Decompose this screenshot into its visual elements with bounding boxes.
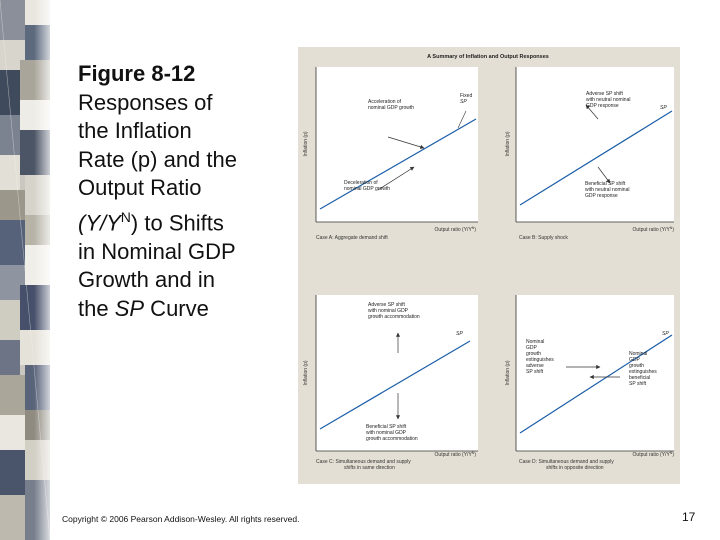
slide-title [78, 60, 288, 324]
x-axis-label: Output ratio $(Y/Y^N)$ [434, 451, 476, 458]
adverse-label: growth accommodation [368, 314, 420, 320]
adverse-label: with nominal GDP [368, 308, 409, 314]
y-axis-label: Inflation (p) [303, 131, 309, 157]
adverse-label: GDP response [586, 103, 619, 109]
adverse-label: with neutral nominal [586, 97, 631, 103]
title-fragment: (Y/Y [78, 210, 121, 236]
x-axis-label: Output ratio $(Y/Y^N)$ [632, 451, 674, 458]
sp-curve-label: SP [660, 105, 667, 111]
figure-panel [298, 47, 680, 484]
sp-curve-label: SP [456, 331, 463, 337]
beneficial-label: Beneficial SP shift [585, 181, 626, 187]
acceleration-label: Acceleration of [368, 99, 402, 105]
title-line: Responses of [78, 89, 213, 115]
y-axis-label: Inflation (p) [505, 360, 511, 386]
right-label: SP shift [629, 381, 647, 387]
right-label: extinguishes [629, 369, 657, 375]
title-fragment: Curve [144, 296, 209, 322]
panel-caption: shifts in same direction [344, 465, 395, 471]
panel-caption: shifts in opposite direction [546, 465, 604, 471]
y-axis-label: Inflation (p) [505, 131, 511, 157]
title-fragment: the [78, 296, 115, 322]
acceleration-label: nominal GDP growth [368, 105, 415, 111]
adverse-label: Adverse SP shift [368, 302, 405, 308]
left-label: extinguishes [526, 357, 554, 363]
panel-d [505, 295, 674, 471]
title-line: Output Ratio [78, 175, 202, 201]
figure-svg [298, 47, 680, 484]
left-label: growth [526, 351, 542, 357]
right-label: beneficial [629, 375, 651, 381]
left-label: SP shift [526, 369, 544, 375]
x-axis-label: Output ratio $(Y/Y^N)$ [434, 226, 476, 233]
title-line: Growth and in [78, 267, 215, 293]
title-line-sp-curve [78, 295, 288, 324]
title-line: Rate (p) and the [78, 146, 237, 172]
title-fragment: SP [114, 296, 145, 322]
left-label: GDP [526, 345, 537, 351]
panel-caption: Case A: Aggregate demand shift [316, 235, 388, 241]
right-label: GDP [629, 357, 640, 363]
title-line: the Inflation [78, 118, 192, 144]
title-fragment: ) to Shifts [130, 210, 224, 236]
deceleration-label: nominal GDP growth [344, 186, 391, 192]
page-number: 17 [682, 510, 696, 524]
y-axis-label: Inflation (p) [303, 360, 309, 386]
title-superscript: N [120, 208, 131, 225]
right-label: Nominal [629, 351, 648, 357]
beneficial-label: Beneficial SP shift [366, 424, 407, 430]
fixed-sp-label: SP [460, 99, 467, 105]
panel-b [505, 67, 674, 241]
panel-caption: Case C: Simultaneous demand and supply [316, 459, 411, 465]
panel-caption: Case B: Supply shock [519, 235, 568, 241]
panel-caption: Case D: Simultaneous demand and supply [519, 459, 614, 465]
beneficial-label: growth accommodation [366, 436, 418, 442]
left-label: adverse [526, 363, 544, 369]
sp-curve-label: SP [662, 331, 669, 337]
beneficial-label: with neutral nominal [585, 187, 630, 193]
adverse-label: Adverse SP shift [586, 91, 623, 97]
title-line: in Nominal GDP [78, 238, 236, 264]
panel-c [303, 295, 478, 471]
beneficial-label: with nominal GDP [366, 430, 407, 436]
left-label: Nominal [526, 339, 545, 345]
title-line-output-ratio [78, 203, 288, 238]
strip-fade [0, 0, 62, 540]
right-label: growth [629, 363, 645, 369]
x-axis-label: Output ratio $(Y/Y^N)$ [632, 226, 674, 233]
copyright-notice: Copyright © 2006 Pearson Addison-Wesley. All rights reserved. [62, 514, 300, 524]
figure-number: Figure 8-12 [78, 61, 196, 86]
plot-area [316, 67, 478, 222]
panel-a [303, 67, 478, 241]
beneficial-label: GDP response [585, 193, 618, 199]
figure-heading: A Summary of Inflation and Output Responses [427, 54, 549, 60]
fixed-sp-label: Fixed [460, 93, 473, 99]
deceleration-label: Deceleration of [344, 180, 378, 186]
